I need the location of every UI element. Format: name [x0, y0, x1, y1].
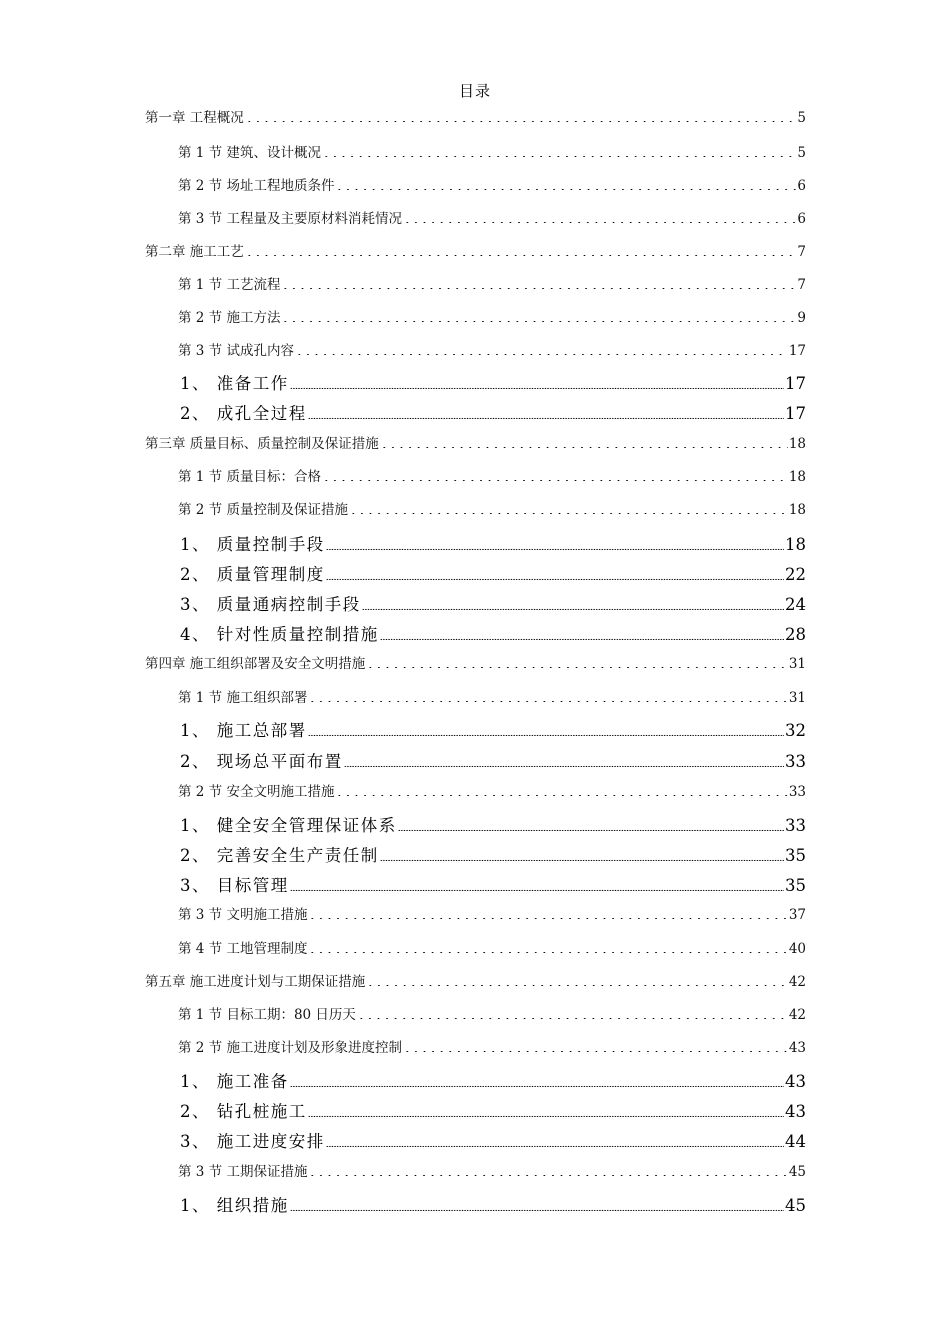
toc-chapter-entry[interactable]: [145, 970, 806, 990]
toc-entry-label: 第四章 施工组织部署及安全文明措施: [145, 656, 366, 672]
toc-page-number: 5: [797, 110, 806, 126]
toc-dot-leader: [295, 343, 788, 355]
toc-dot-leader: [326, 1133, 784, 1147]
toc-page-number: 18: [788, 469, 806, 485]
toc-item-entry[interactable]: [180, 812, 806, 836]
toc-dot-leader: [349, 502, 788, 514]
toc-page-number: 31: [788, 656, 806, 672]
toc-entry-label: 2、 钻孔桩施工: [180, 1102, 307, 1121]
toc-entry-label: 第一章 工程概况: [145, 110, 244, 126]
toc-dot-leader: [344, 753, 784, 767]
toc-dot-leader: [380, 436, 788, 448]
toc-entry-label: 3、 施工进度安排: [180, 1132, 325, 1151]
toc-dot-leader: [362, 596, 784, 610]
toc-page-number: 42: [788, 1007, 806, 1023]
toc-entry-label: 3、 目标管理: [180, 876, 289, 895]
toc-page-number: 6: [797, 211, 806, 227]
toc-entry-label: 1、 质量控制手段: [180, 535, 325, 554]
toc-dot-leader: [290, 1073, 784, 1087]
toc-dot-leader: [326, 536, 784, 550]
toc-page-number: 33: [785, 752, 806, 771]
toc-entry-label: 1、 施工准备: [180, 1072, 289, 1091]
toc-entry-label: 第 2 节 场址工程地质条件: [178, 178, 335, 194]
toc-page-number: 40: [788, 941, 806, 957]
toc-entry-label: 第 1 节 建筑、设计概况: [178, 145, 321, 161]
toc-page-number: 33: [788, 784, 806, 800]
toc-dot-leader: [245, 110, 797, 122]
toc-entry-label: 第 3 节 文明施工措施: [178, 907, 308, 923]
toc-item-entry[interactable]: [180, 561, 806, 585]
toc-item-entry[interactable]: [180, 531, 806, 555]
toc-dot-leader: [308, 1164, 787, 1176]
toc-dot-leader: [380, 626, 784, 640]
toc-item-entry[interactable]: [180, 1098, 806, 1122]
toc-page-number: 6: [797, 178, 806, 194]
toc-entry-label: 4、 针对性质量控制措施: [180, 625, 379, 644]
toc-dot-leader: [322, 145, 796, 157]
toc-entry-label: 第 1 节 质量目标：合格: [178, 469, 321, 485]
toc-section-entry[interactable]: [178, 207, 806, 227]
toc-page-number: 43: [788, 1040, 806, 1056]
toc-entry-label: 2、 现场总平面布置: [180, 752, 343, 771]
toc-item-entry[interactable]: [180, 1068, 806, 1092]
toc-page-number: 18: [788, 502, 806, 518]
toc-section-entry[interactable]: [178, 1160, 806, 1180]
toc-dot-leader: [380, 847, 784, 861]
toc-section-entry[interactable]: [178, 273, 806, 293]
toc-item-entry[interactable]: [180, 591, 806, 615]
toc-page-number: 44: [785, 1132, 806, 1151]
toc-chapter-entry[interactable]: [145, 240, 806, 260]
toc-dot-leader: [335, 784, 787, 796]
toc-dot-leader: [308, 405, 784, 419]
toc-page-number: 17: [785, 404, 806, 423]
toc-entry-label: 第 2 节 施工进度计划及形象进度控制: [178, 1040, 402, 1056]
toc-dot-leader: [308, 1103, 784, 1117]
toc-page-number: 45: [785, 1196, 806, 1215]
toc-dot-leader: [308, 690, 787, 702]
toc-section-entry[interactable]: [178, 498, 806, 518]
toc-entry-label: 3、 质量通病控制手段: [180, 595, 361, 614]
toc-page-number: 7: [797, 277, 806, 293]
toc-dot-leader: [366, 974, 788, 986]
toc-dot-leader: [403, 211, 796, 223]
toc-entry-label: 2、 成孔全过程: [180, 404, 307, 423]
toc-page-number: 42: [788, 974, 806, 990]
toc-entry-label: 2、 完善安全生产责任制: [180, 846, 379, 865]
toc-dot-leader: [245, 244, 797, 256]
toc-dot-leader: [398, 817, 784, 831]
toc-page-number: 32: [785, 721, 806, 740]
toc-section-entry[interactable]: [178, 174, 806, 194]
toc-item-entry[interactable]: [180, 370, 806, 394]
toc-item-entry[interactable]: [180, 1128, 806, 1152]
toc-entry-label: 第 2 节 施工方法: [178, 310, 281, 326]
toc-page-number: 18: [785, 535, 806, 554]
toc-page-number: 33: [785, 816, 806, 835]
toc-section-entry[interactable]: [178, 465, 806, 485]
toc-item-entry[interactable]: [180, 717, 806, 741]
toc-entry-label: 第三章 质量目标、质量控制及保证措施: [145, 436, 379, 452]
toc-item-entry[interactable]: [180, 872, 806, 896]
toc-entry-label: 1、 健全安全管理保证体系: [180, 816, 397, 835]
toc-entry-label: 第 3 节 工期保证措施: [178, 1164, 308, 1180]
toc-section-entry[interactable]: [178, 937, 806, 957]
toc-page-number: 43: [785, 1072, 806, 1091]
toc-dot-leader: [308, 941, 787, 953]
toc-entry-label: 1、 施工总部署: [180, 721, 307, 740]
toc-entry-label: 第 3 节 试成孔内容: [178, 343, 294, 359]
toc-dot-leader: [403, 1040, 788, 1052]
toc-entry-label: 第 4 节 工地管理制度: [178, 941, 308, 957]
toc-dot-leader: [290, 1197, 784, 1211]
toc-dot-leader: [308, 907, 787, 919]
toc-dot-leader: [290, 375, 784, 389]
toc-page-number: 35: [785, 846, 806, 865]
toc-section-entry[interactable]: [178, 686, 806, 706]
toc-dot-leader: [281, 277, 796, 289]
toc-title: 目录: [458, 82, 491, 100]
toc-entry-label: 第 3 节 工程量及主要原材料消耗情况: [178, 211, 402, 227]
toc-page-number: 43: [785, 1102, 806, 1121]
toc-page-number: 5: [797, 145, 806, 161]
toc-page-number: 17: [788, 343, 806, 359]
toc-item-entry[interactable]: [180, 842, 806, 866]
toc-entry-label: 2、 质量管理制度: [180, 565, 325, 584]
toc-page-number: 7: [797, 244, 806, 260]
toc-entry-label: 第 1 节 施工组织部署: [178, 690, 308, 706]
toc-page-number: 31: [788, 690, 806, 706]
toc-dot-leader: [335, 178, 796, 190]
toc-entry-label: 第 2 节 质量控制及保证措施: [178, 502, 348, 518]
toc-section-entry[interactable]: [178, 339, 806, 359]
toc-section-entry[interactable]: [178, 1036, 806, 1056]
toc-dot-leader: [308, 722, 784, 736]
toc-entry-label: 第五章 施工进度计划与工期保证措施: [145, 974, 366, 990]
toc-item-entry[interactable]: [180, 621, 806, 645]
toc-dot-leader: [366, 656, 788, 668]
toc-page-number: 37: [788, 907, 806, 923]
toc-section-entry[interactable]: [178, 903, 806, 923]
toc-entry-label: 第 1 节 目标工期：80 日历天: [178, 1007, 356, 1023]
toc-page-number: 18: [788, 436, 806, 452]
toc-chapter-entry[interactable]: [145, 652, 806, 672]
toc-item-entry[interactable]: [180, 400, 806, 424]
toc-entry-label: 第二章 施工工艺: [145, 244, 244, 260]
toc-page-number: 28: [785, 625, 806, 644]
toc-page-number: 35: [785, 876, 806, 895]
toc-chapter-entry[interactable]: [145, 106, 806, 126]
toc-section-entry[interactable]: [178, 780, 806, 800]
toc-item-entry[interactable]: [180, 1192, 806, 1216]
toc-page-number: 45: [788, 1164, 806, 1180]
toc-dot-leader: [322, 469, 788, 481]
toc-entry-label: 1、 准备工作: [180, 374, 289, 393]
toc-section-entry[interactable]: [178, 141, 806, 161]
toc-item-entry[interactable]: [180, 748, 806, 772]
toc-entry-label: 第 1 节 工艺流程: [178, 277, 281, 293]
toc-chapter-entry[interactable]: [145, 432, 806, 452]
toc-entry-label: 1、 组织措施: [180, 1196, 289, 1215]
toc-dot-leader: [326, 566, 784, 580]
toc-section-entry[interactable]: [178, 1003, 806, 1023]
toc-page-number: 24: [785, 595, 806, 614]
toc-page-number: 9: [797, 310, 806, 326]
toc-entry-label: 第 2 节 安全文明施工措施: [178, 784, 335, 800]
toc-section-entry[interactable]: [178, 306, 806, 326]
toc-page-number: 22: [785, 565, 806, 584]
toc-dot-leader: [281, 310, 796, 322]
toc-dot-leader: [357, 1007, 788, 1019]
toc-page-number: 17: [785, 374, 806, 393]
toc-dot-leader: [290, 877, 784, 891]
